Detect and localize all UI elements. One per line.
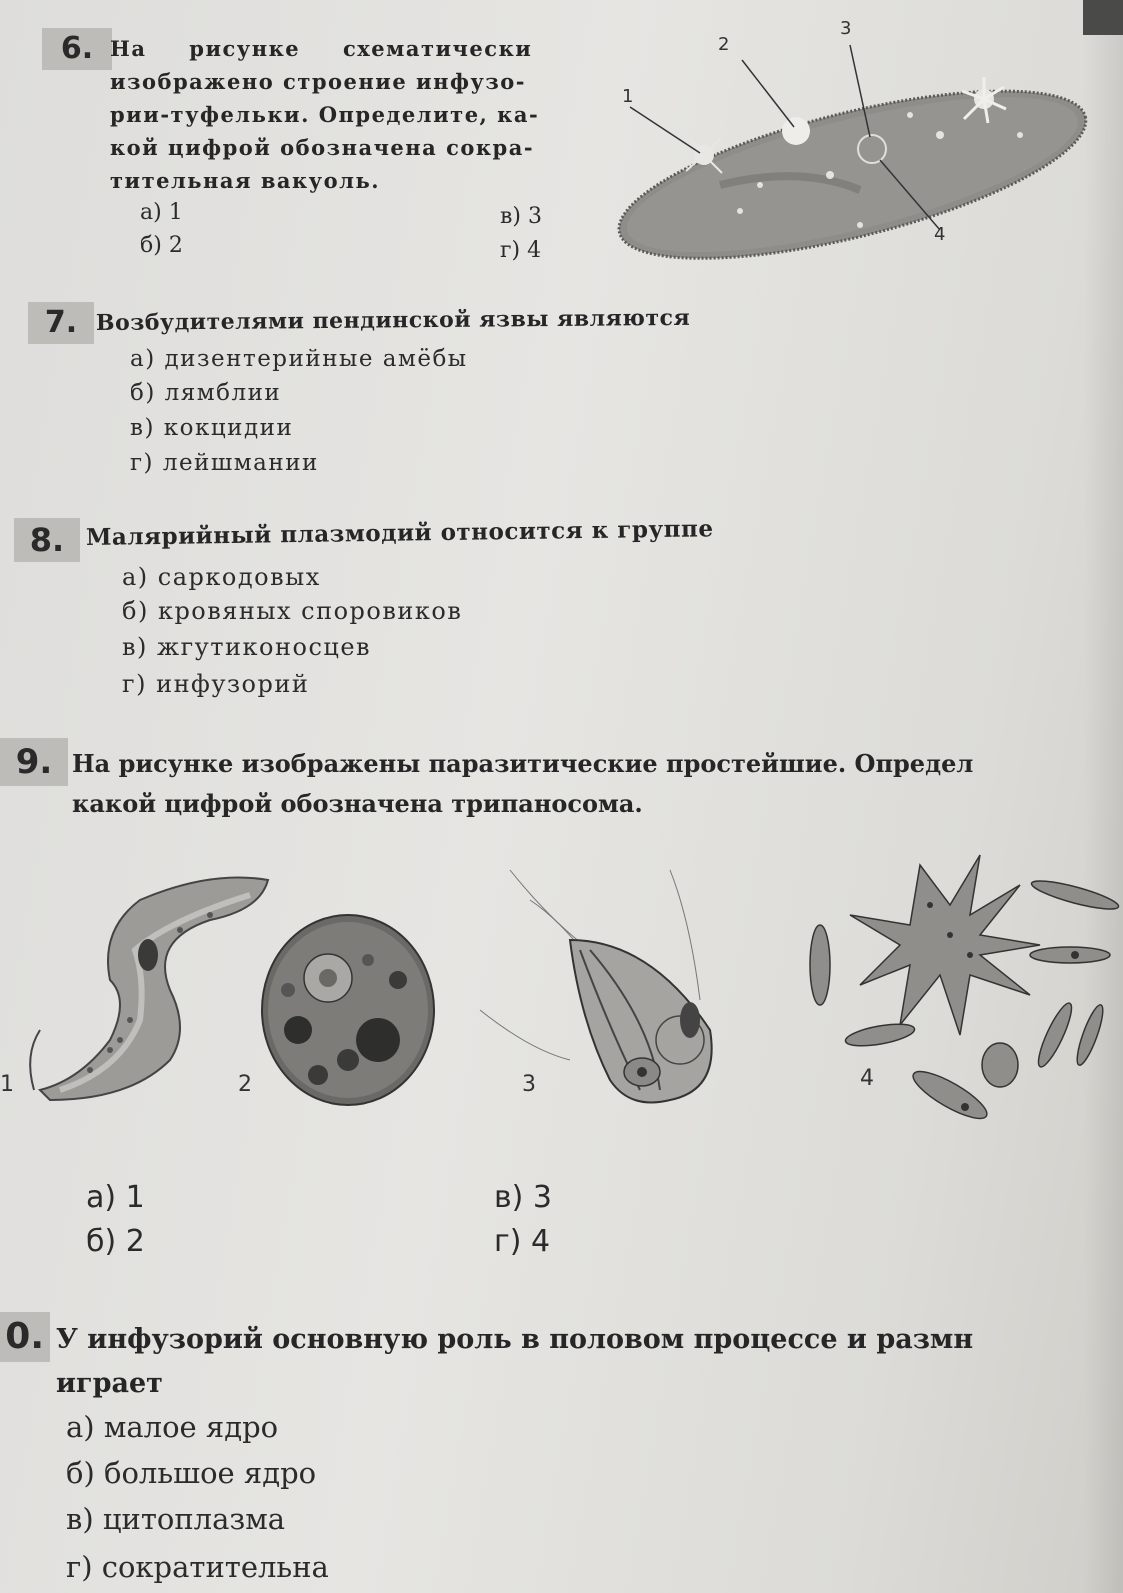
plasmodium-figure [800, 845, 1123, 1135]
q6-figure-label-3: 3 [840, 18, 852, 39]
question-9-line-2: какой цифрой обозначена трипаносома. [72, 789, 643, 818]
q7-option-b[interactable]: б) лямблии [130, 380, 282, 406]
q9-option-d[interactable]: г) 4 [494, 1224, 551, 1259]
question-7-number: 7. [28, 302, 94, 344]
q6-figure-label-2: 2 [718, 34, 730, 55]
paramecium-figure [600, 15, 1100, 275]
q9-option-b[interactable]: б) 2 [86, 1224, 145, 1259]
q8-option-c[interactable]: в) жгутиконосцев [122, 633, 372, 661]
question-8-number: 8. [14, 518, 80, 562]
q9-figure-label-1: 1 [0, 1072, 14, 1097]
question-9-text [72, 744, 1123, 824]
q8-option-a[interactable]: а) саркодовых [122, 563, 321, 591]
question-6-line-1: На рисунке схематически [110, 36, 533, 61]
q6-option-d[interactable]: г) 4 [500, 238, 542, 263]
question-8-text: Малярийный плазмодий относится к группе [85, 515, 714, 551]
giardia-figure [470, 860, 740, 1120]
question-9-line-1: На рисунке изображены паразитические простейшие. Определ [72, 749, 974, 778]
q6-option-c[interactable]: в) 3 [500, 204, 542, 229]
question-6-line-5: тительная вакуоль. [110, 168, 381, 193]
q10-option-b[interactable]: б) большое ядро [66, 1456, 317, 1490]
question-10-line-1: У инфузорий основную роль в половом процессе и размн [56, 1324, 974, 1355]
question-6-number: 6. [42, 28, 112, 70]
question-6-line-2: изображено строение инфузо- [110, 69, 526, 94]
q8-option-d[interactable]: г) инфузорий [122, 670, 310, 698]
q9-option-a[interactable]: а) 1 [86, 1180, 145, 1215]
q8-option-b[interactable]: б) кровяных споровиков [122, 597, 463, 625]
q10-option-a[interactable]: а) малое ядро [66, 1410, 279, 1444]
q10-option-c[interactable]: в) цитоплазма [66, 1502, 286, 1536]
q6-figure-label-1: 1 [622, 86, 634, 107]
question-10-line-2: играет [56, 1368, 163, 1399]
question-10-number: 0. [0, 1312, 50, 1362]
q7-option-d[interactable]: г) лейшмании [130, 450, 319, 476]
q9-figure-label-3: 3 [522, 1072, 536, 1097]
amoeba-figure [258, 910, 438, 1110]
question-10-text [56, 1318, 1123, 1406]
q9-figure-label-4: 4 [860, 1066, 874, 1091]
question-6-line-4: кой цифрой обозначена сокра- [110, 135, 535, 160]
q9-option-c[interactable]: в) 3 [494, 1180, 553, 1215]
question-9-number: 9. [0, 738, 68, 786]
q6-figure-label-4: 4 [934, 224, 946, 245]
question-7-text: Возбудителями пендинской язвы являются [95, 304, 691, 336]
question-6-line-3: рии-туфельки. Определите, ка- [110, 102, 540, 127]
q10-option-d[interactable]: г) сократительна [66, 1550, 329, 1584]
q7-option-a[interactable]: а) дизентерийные амёбы [130, 346, 468, 372]
question-6-text [110, 32, 570, 197]
q9-figure-label-2: 2 [238, 1072, 252, 1097]
q7-option-c[interactable]: в) кокцидии [130, 415, 294, 441]
q6-option-b[interactable]: б) 2 [140, 233, 183, 258]
q6-option-a[interactable]: а) 1 [140, 200, 183, 225]
